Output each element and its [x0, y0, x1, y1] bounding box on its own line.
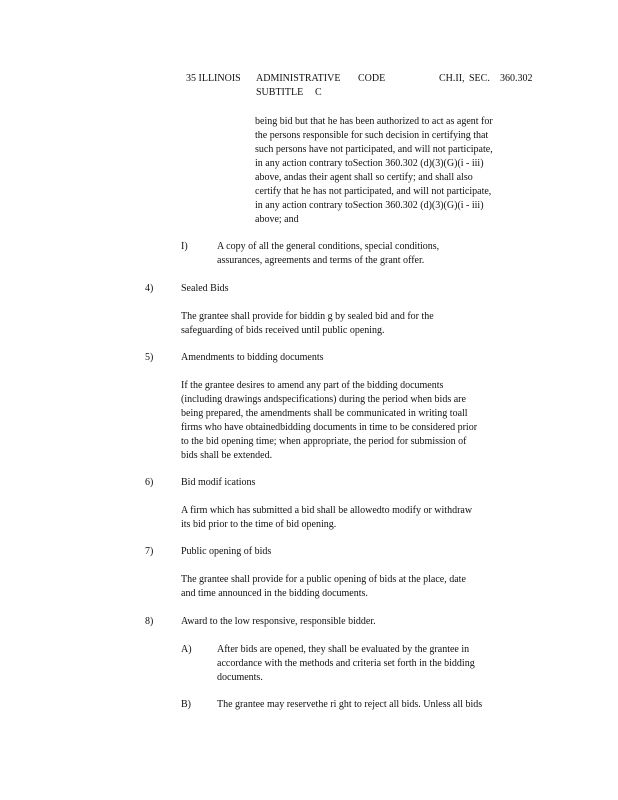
section-paragraph [181, 504, 472, 532]
paragraph-line: accordance with the methods and criteria set forth in the bidding [217, 658, 475, 669]
section-number: 7) [145, 546, 154, 557]
item-i-label: I) [181, 241, 188, 252]
paragraph-line: to the bid opening time; when appropriate, the period for submission of [181, 436, 467, 447]
paragraph-line: firms who have obtainedbidding documents in time to be considered prior [181, 422, 478, 433]
header-sec: SEC. [469, 73, 490, 84]
paragraph-line: in any action contrary toSection 360.302 (d)(3)(G)(i - iii) [255, 158, 484, 169]
subitem-paragraph [217, 643, 475, 685]
paragraph-line: certify that he has not participated, and will not participate, [255, 186, 492, 197]
section-number: 5) [145, 352, 154, 363]
item-i-paragraph [217, 240, 439, 268]
section-title: Amendments to bidding documents [181, 352, 324, 363]
header-code: CODE [358, 73, 386, 84]
subitem-paragraph [217, 698, 482, 712]
section-title: Bid modif ications [181, 477, 256, 488]
subitem-label: B) [181, 699, 191, 710]
paragraph-line: A firm which has submitted a bid shall be allowedto modify or withdraw [181, 505, 473, 516]
section-paragraph [181, 573, 466, 601]
paragraph-line: above, andas their agent shall so certify; and shall also [255, 172, 473, 183]
paragraph-line: The grantee shall provide for a public opening of bids at the place, date [181, 574, 466, 585]
paragraph-line: and time announced in the bidding documents. [181, 588, 368, 599]
paragraph-line: safeguarding of bids received until public opening. [181, 325, 385, 336]
paragraph-line: such persons have not participated, and will not participate, [255, 144, 493, 155]
section-title: Award to the low responsive, responsible bidder. [181, 616, 376, 627]
header-subtitle-letter: C [315, 87, 322, 98]
paragraph-line: The grantee may reservethe ri ght to reject all bids. Unless all bids [217, 699, 483, 710]
paragraph-line: If the grantee desires to amend any part of the bidding documents [181, 380, 444, 391]
section-number: 4) [145, 283, 154, 294]
paragraph-line: its bid prior to the time of bid opening. [181, 519, 337, 530]
section-number: 6) [145, 477, 154, 488]
paragraph-line: After bids are opened, they shall be evaluated by the grantee in [217, 644, 470, 655]
paragraph-line: The grantee shall provide for biddin g by sealed bid and for the [181, 311, 434, 322]
section-number: 8) [145, 616, 154, 627]
section-paragraph [181, 379, 477, 463]
header-chapter: CH.II, [439, 73, 465, 84]
header-administrative: ADMINISTRATIVE [256, 73, 341, 84]
header-title: 35 ILLINOIS [186, 73, 241, 84]
section-title: Public opening of bids [181, 546, 272, 557]
paragraph-line: being bid but that he has been authorized to act as agent for [255, 116, 493, 127]
section-title: Sealed Bids [181, 283, 229, 294]
paragraph-line: the persons responsible for such decision in certifying that [255, 130, 489, 141]
paragraph-line: in any action contrary toSection 360.302 (d)(3)(G)(i - iii) [255, 200, 484, 211]
continuation-paragraph [255, 115, 493, 227]
header-sec-number: 360.302 [500, 73, 533, 84]
paragraph-line: (including drawings andspecifications) during the period when bids are [181, 394, 466, 405]
paragraph-line: assurances, agreements and terms of the grant offer. [217, 255, 425, 266]
subitem-label: A) [181, 644, 192, 655]
paragraph-line: A copy of all the general conditions, special conditions, [217, 241, 440, 252]
section-paragraph [181, 310, 434, 338]
paragraph-line: bids shall be extended. [181, 450, 273, 461]
paragraph-line: documents. [217, 672, 263, 683]
header-subtitle: SUBTITLE [256, 87, 304, 98]
paragraph-line: being prepared, the amendments shall be communicated in writing toall [181, 408, 468, 419]
paragraph-line: above; and [255, 214, 299, 225]
